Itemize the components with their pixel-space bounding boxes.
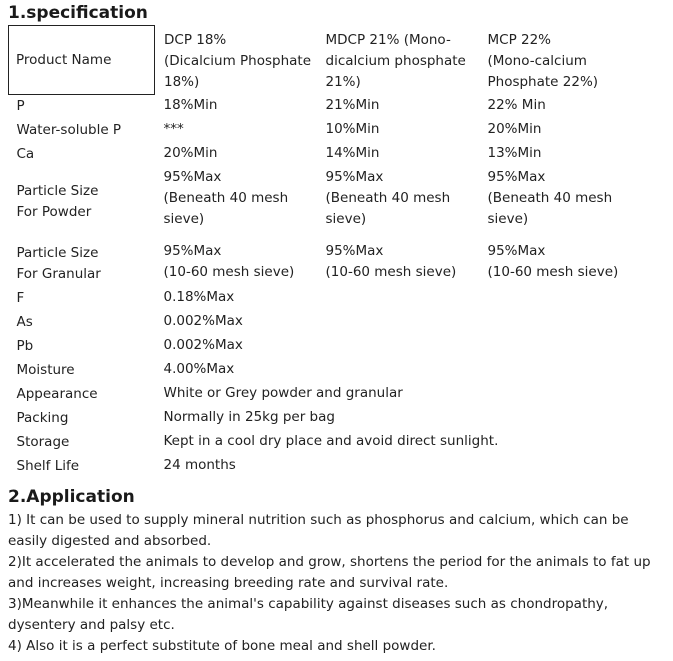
row-label: Water-soluble P (16, 122, 122, 138)
row-value: Kept in a cool dry place and avoid direct sunlight. (163, 432, 499, 449)
row-value: 0.18%Max (163, 288, 235, 305)
row-value: 0.002%Max (163, 312, 243, 329)
table-row (9, 455, 649, 479)
row-value: 21%Min (325, 96, 380, 113)
application-heading: 2.Application (8, 487, 135, 507)
row-label: Storage (16, 434, 70, 450)
row-label: Packing (16, 410, 69, 426)
row-label: Particle Size For Granular (16, 244, 101, 282)
table-header-row (9, 26, 649, 95)
row-label: Moisture (16, 362, 75, 378)
row-value: 95%Max (10-60 mesh sieve) (487, 242, 619, 280)
row-value: 14%Min (325, 144, 380, 161)
specification-heading: 1.specification (8, 3, 148, 23)
table-row (9, 359, 649, 383)
application-paragraph: 1) It can be used to supply mineral nutrition such as phosphorus and calcium, which can be easily digested and absorbed. (8, 512, 629, 549)
row-value: 4.00%Max (163, 360, 235, 377)
product-name-header: Product Name (9, 26, 155, 95)
row-value: 24 months (163, 456, 236, 473)
row-label: Shelf Life (16, 458, 80, 474)
table-row (9, 95, 649, 119)
application-paragraph: 3)Meanwhile it enhances the animal's capability against diseases such as chondropathy, dysentery and palsy etc. (8, 596, 609, 633)
table-row (9, 407, 649, 431)
row-value: 0.002%Max (163, 336, 243, 353)
table-row (9, 237, 649, 287)
row-label: F (16, 290, 25, 306)
table-row (9, 287, 649, 311)
row-value: 18%Min (163, 96, 218, 113)
row-value: 20%Min (487, 120, 542, 137)
application-paragraph: 2)It accelerated the animals to develop and grow, shortens the period for the animals to fat up and increases weight, increasing breeding rate and survival rate. (8, 554, 651, 591)
row-value: 95%Max (10-60 mesh sieve) (163, 242, 295, 280)
table-row (9, 143, 649, 167)
row-value: 95%Max (Beneath 40 mesh sieve) (325, 168, 451, 227)
application-paragraph: 4) Also it is a perfect substitute of bone meal and shell powder. (8, 638, 436, 654)
table-row (9, 119, 649, 143)
table-row (9, 431, 649, 455)
product-header-dcp: DCP 18% (Dicalcium Phosphate 18%) (164, 31, 312, 90)
row-value: 95%Max (Beneath 40 mesh sieve) (163, 168, 289, 227)
row-label: Particle Size For Powder (16, 182, 99, 220)
row-value: 22% Min (487, 96, 546, 113)
row-value: Normally in 25kg per bag (163, 408, 335, 425)
product-header-mdcp: MDCP 21% (Mono- dicalcium phosphate 21%) (325, 31, 466, 90)
row-label: Appearance (16, 386, 98, 402)
row-value: 13%Min (487, 144, 542, 161)
specification-table (8, 25, 649, 479)
row-value: *** (163, 120, 184, 137)
table-row (9, 383, 649, 407)
row-value: 95%Max (Beneath 40 mesh sieve) (487, 168, 613, 227)
application-text (8, 510, 658, 657)
row-value: 10%Min (325, 120, 380, 137)
table-row (9, 311, 649, 335)
row-label: P (16, 98, 25, 115)
table-row (9, 167, 649, 237)
table-row (9, 335, 649, 359)
row-label: Ca (16, 146, 35, 162)
row-value: White or Grey powder and granular (163, 384, 403, 401)
row-value: 95%Max (10-60 mesh sieve) (325, 242, 457, 280)
row-label: Pb (16, 338, 34, 354)
row-value: 20%Min (163, 144, 218, 161)
row-label: As (16, 314, 33, 330)
product-header-mcp: MCP 22% (Mono-calcium Phosphate 22%) (487, 31, 599, 90)
